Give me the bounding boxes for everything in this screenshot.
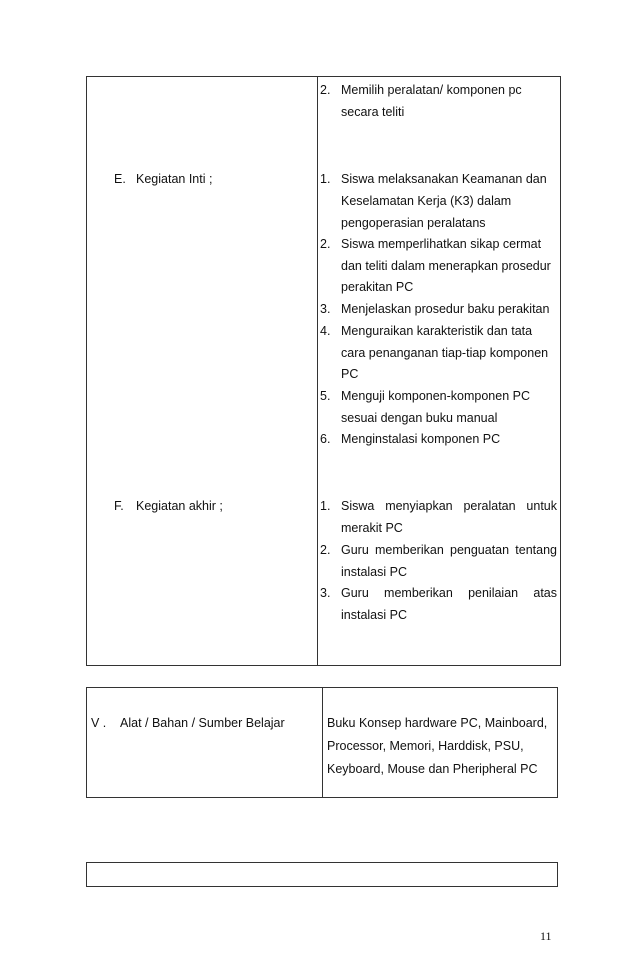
section-e-item-4-line: cara penanganan tiap-tiap komponen bbox=[341, 346, 549, 360]
section-f-item-3-line: Guru memberikan penilaian atas bbox=[341, 586, 557, 600]
section-e-item-5-line: sesuai dengan buku manual bbox=[341, 411, 498, 425]
page-number: 11 bbox=[540, 929, 552, 943]
empty-table bbox=[86, 862, 558, 887]
activities-table bbox=[86, 76, 561, 666]
section-f-item-2-line: Guru memberikan penguatan tentang bbox=[341, 543, 557, 557]
section-f-item-1-number: 1. bbox=[320, 499, 331, 513]
section-e-item-3-line: Menjelaskan prosedur baku perakitan bbox=[341, 302, 550, 316]
section-e-item-4-number: 4. bbox=[320, 324, 331, 338]
section-e-item-5-number: 5. bbox=[320, 389, 331, 403]
section-e-item-1-number: 1. bbox=[320, 172, 331, 186]
activities-table-divider bbox=[317, 77, 318, 665]
section-e-item-1-line: pengoperasian peralatans bbox=[341, 216, 486, 230]
resources-line: Processor, Memori, Harddisk, PSU, bbox=[327, 739, 524, 753]
section-f-item-2-line: instalasi PC bbox=[341, 565, 407, 579]
section-f-label: F. bbox=[114, 499, 124, 513]
section-e-item-5-line: Menguji komponen-komponen PC bbox=[341, 389, 530, 403]
section-e-item-2-line: Siswa memperlihatkan sikap cermat bbox=[341, 237, 542, 251]
section-e-title: Kegiatan Inti ; bbox=[136, 172, 213, 186]
section-e-item-6-number: 6. bbox=[320, 432, 331, 446]
section-f-item-1-line: merakit PC bbox=[341, 521, 403, 535]
section-v-label: V . bbox=[91, 716, 107, 730]
continued-item-line: Memilih peralatan/ komponen pc bbox=[341, 83, 522, 97]
section-e-label: E. bbox=[114, 172, 126, 186]
section-f-title: Kegiatan akhir ; bbox=[136, 499, 223, 513]
resources-line: Keyboard, Mouse dan Pheripheral PC bbox=[327, 762, 538, 776]
section-e-item-2-number: 2. bbox=[320, 237, 331, 251]
section-e-item-2-line: perakitan PC bbox=[341, 280, 414, 294]
section-f-item-1-line: Siswa menyiapkan peralatan untuk bbox=[341, 499, 557, 513]
section-e-item-4-line: PC bbox=[341, 367, 359, 381]
section-e-item-6-line: Menginstalasi komponen PC bbox=[341, 432, 501, 446]
section-e-item-4-line: Menguraikan karakteristik dan tata bbox=[341, 324, 533, 338]
continued-item-line: secara teliti bbox=[341, 105, 405, 119]
section-e-item-1-line: Keselamatan Kerja (K3) dalam bbox=[341, 194, 512, 208]
section-f-item-2-number: 2. bbox=[320, 543, 331, 557]
resources-line: Buku Konsep hardware PC, Mainboard, bbox=[327, 716, 548, 730]
section-e-item-1-line: Siswa melaksanakan Keamanan dan bbox=[341, 172, 547, 186]
section-f-item-3-line: instalasi PC bbox=[341, 608, 407, 622]
continued-item-number: 2. bbox=[320, 83, 331, 97]
resources-table-divider bbox=[322, 688, 323, 797]
section-e-item-2-line: dan teliti dalam menerapkan prosedur bbox=[341, 259, 551, 273]
section-f-item-3-number: 3. bbox=[320, 586, 331, 600]
section-e-item-3-number: 3. bbox=[320, 302, 331, 316]
section-v-title: Alat / Bahan / Sumber Belajar bbox=[120, 716, 285, 730]
